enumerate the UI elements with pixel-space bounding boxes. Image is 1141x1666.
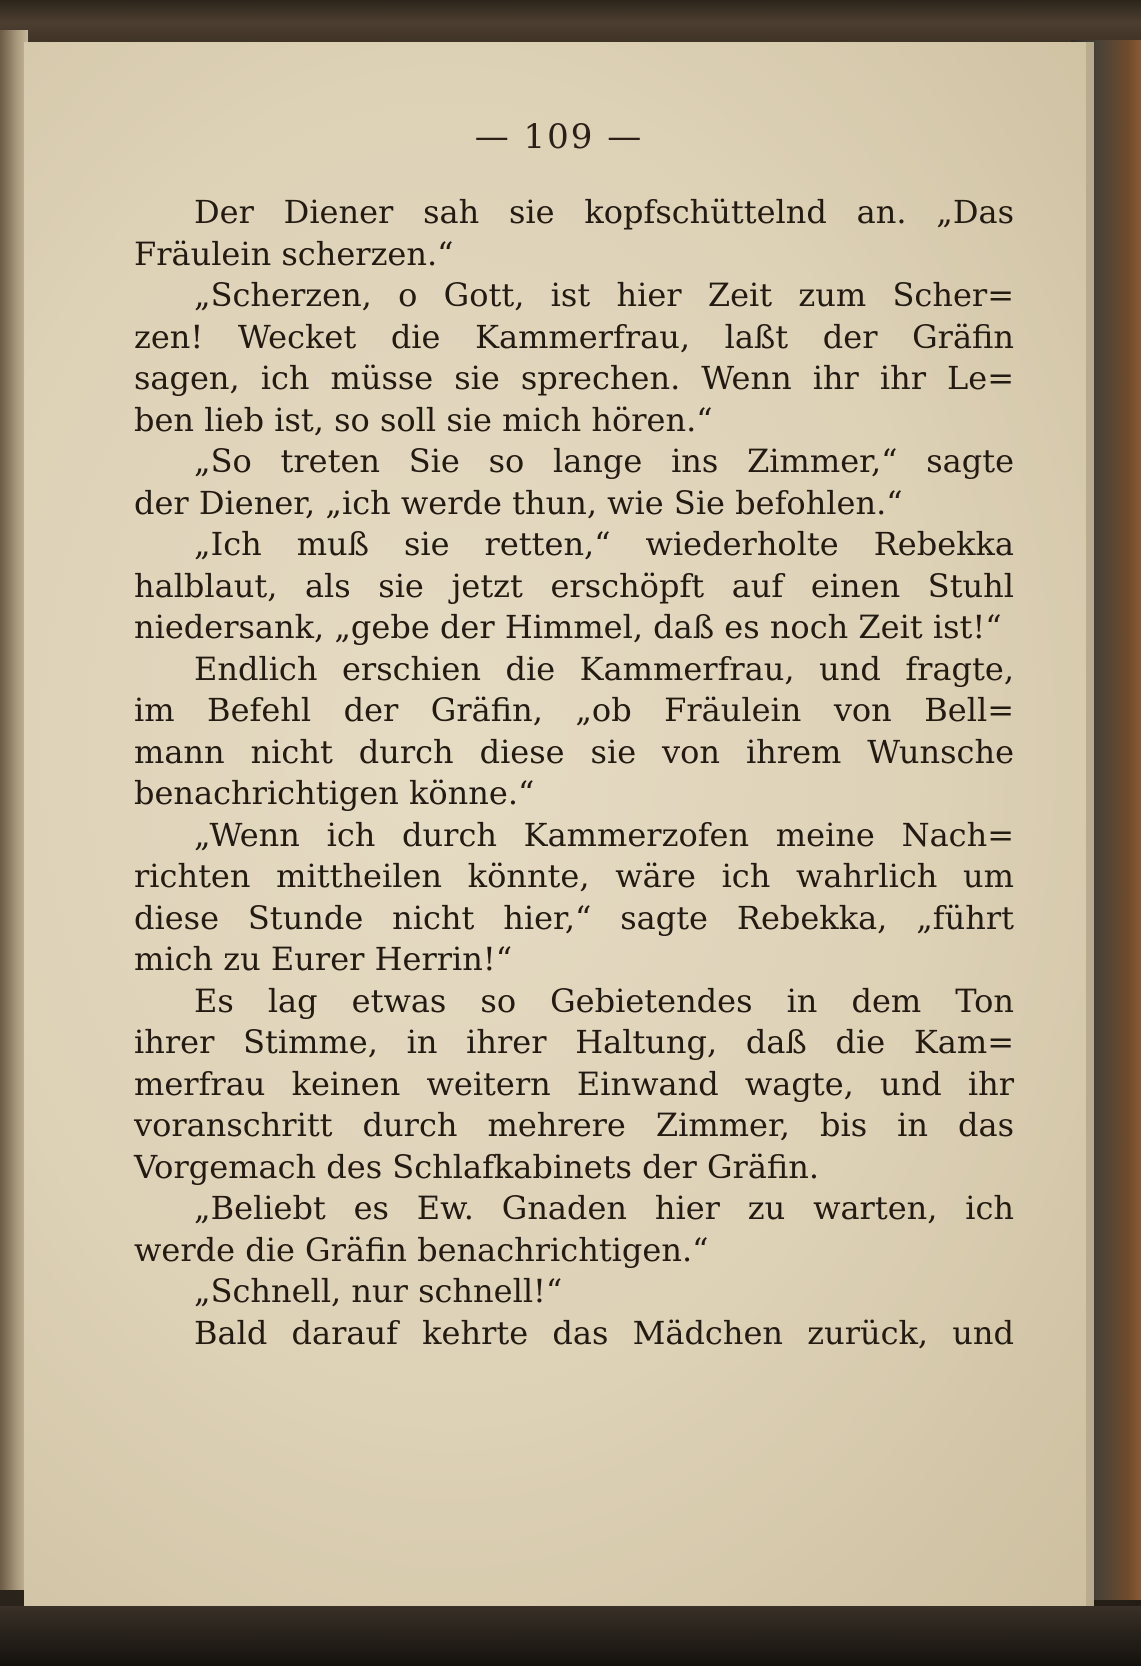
text-line: ihrer Stimme, in ihrer Haltung, daß die Kam= xyxy=(134,1023,1014,1061)
text-line: werde die Gräfin benachrichtigen.“ xyxy=(134,1230,709,1269)
text-line: „Beliebt es Ew. Gnaden hier zu warten, ich xyxy=(194,1189,1014,1227)
text-line: „Wenn ich durch Kammerzofen meine Nach= xyxy=(194,815,1014,854)
text-line: ben lieb ist, so soll sie mich hören.“ xyxy=(134,400,713,439)
text-line: der Diener, „ich werde thun, wie Sie befohlen.“ xyxy=(134,483,903,522)
text-line: mann nicht durch diese sie von ihrem Wunsche xyxy=(134,732,1014,771)
text-line: niedersank, „gebe der Himmel, daß es noch Zeit ist!“ xyxy=(134,608,1002,646)
text-line: benachrichtigen könne.“ xyxy=(134,774,535,812)
text-line: „Schnell, nur schnell!“ xyxy=(194,1272,563,1310)
book-binding-bottom xyxy=(0,1606,1141,1666)
text-line: Es lag etwas so Gebietendes in dem Ton xyxy=(194,981,1014,1020)
text-line: Der Diener sah sie kopfschüttelnd an. „Das xyxy=(194,193,1014,231)
page-text xyxy=(134,192,1014,1354)
text-line: voranschritt durch mehrere Zimmer, bis in das xyxy=(134,1106,1014,1144)
text-line: „Ich muß sie retten,“ wiederholte Rebekka xyxy=(194,525,1014,563)
text-line: Fräulein scherzen.“ xyxy=(134,234,454,273)
text-line: diese Stunde nicht hier,“ sagte Rebekka, „führt xyxy=(134,898,1014,937)
text-line: merfrau keinen weitern Einwand wagte, und ihr xyxy=(134,1064,1014,1103)
book-page xyxy=(24,42,1094,1610)
text-line: im Befehl der Gräfin, „ob Fräulein von Bell= xyxy=(134,691,1014,729)
text-line: Endlich erschien die Kammerfrau, und fragte, xyxy=(194,649,1014,688)
text-line: zen! Wecket die Kammerfrau, laßt der Gräfin xyxy=(134,317,1014,356)
text-line: richten mittheilen könnte, wäre ich wahrlich um xyxy=(134,857,1014,895)
text-line: „So treten Sie so lange ins Zimmer,“ sagte xyxy=(194,442,1014,480)
text-line: Bald darauf kehrte das Mädchen zurück, und xyxy=(194,1313,1014,1352)
text-line: sagen, ich müsse sie sprechen. Wenn ihr ihr Le= xyxy=(134,359,1014,397)
text-line: Vorgemach des Schlafkabinets der Gräfin. xyxy=(134,1147,820,1186)
text-line: mich zu Eurer Herrin!“ xyxy=(134,940,513,978)
text-line: „Scherzen, o Gott, ist hier Zeit zum Scher= xyxy=(194,276,1014,314)
page-number: — 109 — xyxy=(474,117,644,157)
text-line: halblaut, als sie jetzt erschöpft auf einen Stuhl xyxy=(134,566,1014,605)
